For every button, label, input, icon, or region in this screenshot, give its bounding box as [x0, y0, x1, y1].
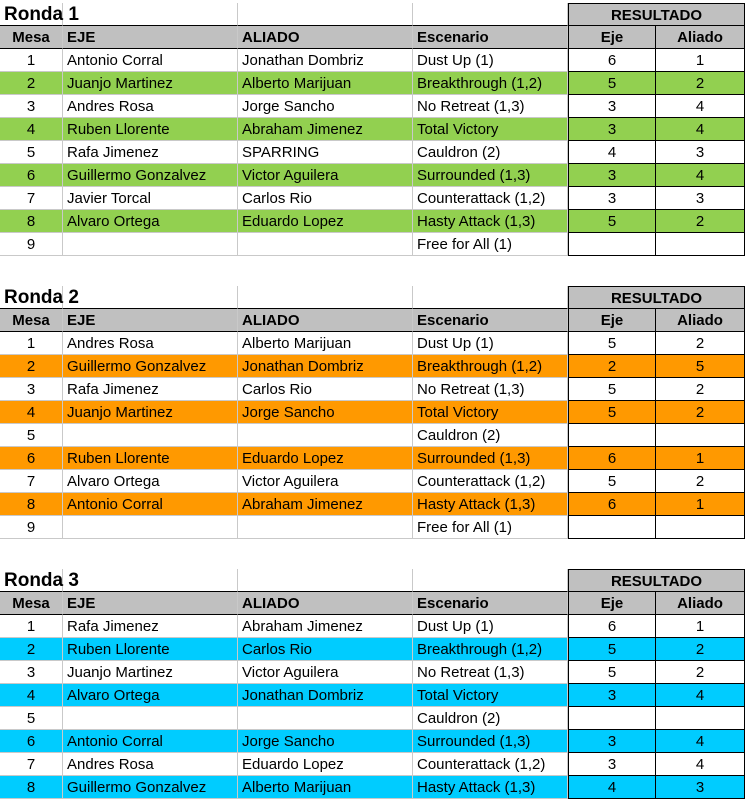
- eje-player-cell[interactable]: Rafa Jimenez: [63, 615, 238, 638]
- result-eje-cell[interactable]: 5: [568, 661, 656, 684]
- result-aliado-cell[interactable]: 4: [656, 753, 745, 776]
- table-row: [0, 776, 745, 799]
- aliado-player-cell[interactable]: Alberto Marijuan: [238, 332, 413, 355]
- resultado-header[interactable]: RESULTADO: [568, 569, 745, 592]
- header-mesa[interactable]: Mesa: [0, 309, 63, 332]
- aliado-player-cell[interactable]: Carlos Rio: [238, 187, 413, 210]
- escenario-cell[interactable]: Surrounded (1,3): [413, 164, 568, 187]
- header-result-aliado[interactable]: Aliado: [656, 309, 745, 332]
- result-eje-cell[interactable]: 3: [568, 753, 656, 776]
- aliado-player-cell[interactable]: Jorge Sancho: [238, 401, 413, 424]
- blank-cell[interactable]: [63, 3, 238, 26]
- column-header-row: [0, 309, 745, 332]
- table-row: [0, 470, 745, 493]
- eje-player-cell[interactable]: Guillermo Gonzalvez: [63, 355, 238, 378]
- eje-player-cell[interactable]: Andres Rosa: [63, 753, 238, 776]
- escenario-cell[interactable]: Dust Up (1): [413, 615, 568, 638]
- mesa-cell[interactable]: 4: [0, 684, 63, 707]
- header-aliado[interactable]: ALIADO: [238, 592, 413, 615]
- aliado-player-cell[interactable]: Jorge Sancho: [238, 95, 413, 118]
- escenario-cell[interactable]: Counterattack (1,2): [413, 470, 568, 493]
- escenario-cell[interactable]: No Retreat (1,3): [413, 95, 568, 118]
- table-row: [0, 378, 745, 401]
- result-aliado-cell[interactable]: 3: [656, 187, 745, 210]
- escenario-cell[interactable]: Cauldron (2): [413, 141, 568, 164]
- escenario-cell[interactable]: Free for All (1): [413, 516, 568, 539]
- table-row: [0, 730, 745, 753]
- escenario-cell[interactable]: Hasty Attack (1,3): [413, 776, 568, 799]
- result-eje-cell[interactable]: 3: [568, 684, 656, 707]
- aliado-player-cell[interactable]: Eduardo Lopez: [238, 447, 413, 470]
- escenario-cell[interactable]: Surrounded (1,3): [413, 447, 568, 470]
- table-row: [0, 141, 745, 164]
- mesa-cell[interactable]: 3: [0, 95, 63, 118]
- eje-player-cell[interactable]: Alvaro Ortega: [63, 684, 238, 707]
- table-row: [0, 516, 745, 539]
- result-aliado-cell[interactable]: 4: [656, 118, 745, 141]
- mesa-cell[interactable]: 1: [0, 615, 63, 638]
- mesa-cell[interactable]: 7: [0, 187, 63, 210]
- result-aliado-cell[interactable]: [656, 233, 745, 256]
- escenario-cell[interactable]: Free for All (1): [413, 233, 568, 256]
- aliado-player-cell[interactable]: Carlos Rio: [238, 638, 413, 661]
- table-row: [0, 684, 745, 707]
- blank-cell[interactable]: [413, 3, 568, 26]
- aliado-player-cell[interactable]: [238, 516, 413, 539]
- escenario-cell[interactable]: Dust Up (1): [413, 49, 568, 72]
- escenario-cell[interactable]: Surrounded (1,3): [413, 730, 568, 753]
- result-eje-cell[interactable]: 5: [568, 210, 656, 233]
- result-aliado-cell[interactable]: 2: [656, 72, 745, 95]
- escenario-cell[interactable]: Total Victory: [413, 684, 568, 707]
- result-aliado-cell[interactable]: 2: [656, 638, 745, 661]
- mesa-cell[interactable]: 3: [0, 661, 63, 684]
- result-aliado-cell[interactable]: 2: [656, 661, 745, 684]
- mesa-cell[interactable]: 4: [0, 401, 63, 424]
- mesa-cell[interactable]: 5: [0, 141, 63, 164]
- result-aliado-cell[interactable]: 1: [656, 493, 745, 516]
- table-row: [0, 332, 745, 355]
- mesa-cell[interactable]: 8: [0, 776, 63, 799]
- blank-cell[interactable]: [413, 569, 568, 592]
- result-eje-cell[interactable]: [568, 707, 656, 730]
- round-title[interactable]: Ronda 2: [0, 286, 63, 309]
- result-aliado-cell[interactable]: 2: [656, 210, 745, 233]
- eje-player-cell[interactable]: Rafa Jimenez: [63, 141, 238, 164]
- eje-player-cell[interactable]: Andres Rosa: [63, 332, 238, 355]
- eje-player-cell[interactable]: Juanjo Martinez: [63, 661, 238, 684]
- header-result-eje[interactable]: Eje: [568, 26, 656, 49]
- eje-player-cell[interactable]: Juanjo Martinez: [63, 401, 238, 424]
- eje-player-cell[interactable]: Alvaro Ortega: [63, 210, 238, 233]
- mesa-cell[interactable]: 6: [0, 730, 63, 753]
- header-result-aliado[interactable]: Aliado: [656, 26, 745, 49]
- result-aliado-cell[interactable]: 2: [656, 470, 745, 493]
- result-aliado-cell[interactable]: [656, 516, 745, 539]
- mesa-cell[interactable]: 6: [0, 164, 63, 187]
- resultado-header[interactable]: RESULTADO: [568, 286, 745, 309]
- table-row: [0, 210, 745, 233]
- eje-player-cell[interactable]: Ruben Llorente: [63, 118, 238, 141]
- eje-player-cell[interactable]: Antonio Corral: [63, 730, 238, 753]
- escenario-cell[interactable]: No Retreat (1,3): [413, 378, 568, 401]
- aliado-player-cell[interactable]: Victor Aguilera: [238, 470, 413, 493]
- aliado-player-cell[interactable]: Alberto Marijuan: [238, 72, 413, 95]
- result-eje-cell[interactable]: 5: [568, 401, 656, 424]
- header-eje[interactable]: EJE: [63, 309, 238, 332]
- eje-player-cell[interactable]: Ruben Llorente: [63, 638, 238, 661]
- result-aliado-cell[interactable]: 4: [656, 684, 745, 707]
- aliado-player-cell[interactable]: Victor Aguilera: [238, 164, 413, 187]
- escenario-cell[interactable]: Hasty Attack (1,3): [413, 210, 568, 233]
- blank-cell[interactable]: [238, 286, 413, 309]
- eje-player-cell[interactable]: Javier Torcal: [63, 187, 238, 210]
- eje-player-cell[interactable]: Andres Rosa: [63, 95, 238, 118]
- result-eje-cell[interactable]: [568, 516, 656, 539]
- table-row: [0, 661, 745, 684]
- aliado-player-cell[interactable]: Abraham Jimenez: [238, 493, 413, 516]
- result-aliado-cell[interactable]: [656, 424, 745, 447]
- table-row: [0, 707, 745, 730]
- column-header-row: [0, 26, 745, 49]
- result-eje-cell[interactable]: 5: [568, 470, 656, 493]
- escenario-cell[interactable]: Cauldron (2): [413, 707, 568, 730]
- result-aliado-cell[interactable]: 4: [656, 95, 745, 118]
- escenario-cell[interactable]: Cauldron (2): [413, 424, 568, 447]
- aliado-player-cell[interactable]: Abraham Jimenez: [238, 615, 413, 638]
- table-row: [0, 493, 745, 516]
- result-aliado-cell[interactable]: 4: [656, 730, 745, 753]
- mesa-cell[interactable]: 9: [0, 516, 63, 539]
- eje-player-cell[interactable]: Guillermo Gonzalvez: [63, 776, 238, 799]
- eje-player-cell[interactable]: Rafa Jimenez: [63, 378, 238, 401]
- aliado-player-cell[interactable]: SPARRING: [238, 141, 413, 164]
- table-row: [0, 49, 745, 72]
- header-escenario[interactable]: Escenario: [413, 26, 568, 49]
- eje-player-cell[interactable]: [63, 707, 238, 730]
- result-eje-cell[interactable]: [568, 424, 656, 447]
- mesa-cell[interactable]: 3: [0, 378, 63, 401]
- table-row: [0, 187, 745, 210]
- table-row: [0, 447, 745, 470]
- mesa-cell[interactable]: 2: [0, 355, 63, 378]
- aliado-player-cell[interactable]: [238, 424, 413, 447]
- resultado-header[interactable]: RESULTADO: [568, 3, 745, 26]
- header-mesa[interactable]: Mesa: [0, 26, 63, 49]
- result-aliado-cell[interactable]: 2: [656, 332, 745, 355]
- mesa-cell[interactable]: 1: [0, 332, 63, 355]
- header-eje[interactable]: EJE: [63, 592, 238, 615]
- table-row: [0, 638, 745, 661]
- eje-player-cell[interactable]: Antonio Corral: [63, 49, 238, 72]
- result-eje-cell[interactable]: 6: [568, 615, 656, 638]
- result-eje-cell[interactable]: 3: [568, 187, 656, 210]
- table-row: [0, 95, 745, 118]
- eje-player-cell[interactable]: Ruben Llorente: [63, 447, 238, 470]
- eje-player-cell[interactable]: [63, 424, 238, 447]
- eje-player-cell[interactable]: Juanjo Martinez: [63, 72, 238, 95]
- result-aliado-cell[interactable]: 2: [656, 401, 745, 424]
- mesa-cell[interactable]: 4: [0, 118, 63, 141]
- header-escenario[interactable]: Escenario: [413, 592, 568, 615]
- mesa-cell[interactable]: 2: [0, 638, 63, 661]
- result-aliado-cell[interactable]: 1: [656, 447, 745, 470]
- aliado-player-cell[interactable]: Victor Aguilera: [238, 661, 413, 684]
- result-eje-cell[interactable]: 5: [568, 72, 656, 95]
- round-title-row: [0, 286, 745, 309]
- header-result-eje[interactable]: Eje: [568, 592, 656, 615]
- round-title[interactable]: Ronda 1: [0, 3, 63, 26]
- result-eje-cell[interactable]: 5: [568, 332, 656, 355]
- result-aliado-cell[interactable]: 3: [656, 141, 745, 164]
- aliado-player-cell[interactable]: Jonathan Dombriz: [238, 355, 413, 378]
- eje-player-cell[interactable]: [63, 233, 238, 256]
- result-aliado-cell[interactable]: 4: [656, 164, 745, 187]
- header-mesa[interactable]: Mesa: [0, 592, 63, 615]
- aliado-player-cell[interactable]: Jonathan Dombriz: [238, 684, 413, 707]
- escenario-cell[interactable]: Hasty Attack (1,3): [413, 493, 568, 516]
- column-header-row: [0, 592, 745, 615]
- mesa-cell[interactable]: 5: [0, 424, 63, 447]
- eje-player-cell[interactable]: [63, 516, 238, 539]
- mesa-cell[interactable]: 9: [0, 233, 63, 256]
- escenario-cell[interactable]: Total Victory: [413, 118, 568, 141]
- result-aliado-cell[interactable]: 2: [656, 378, 745, 401]
- result-eje-cell[interactable]: 5: [568, 378, 656, 401]
- header-aliado[interactable]: ALIADO: [238, 309, 413, 332]
- blank-cell[interactable]: [63, 286, 238, 309]
- escenario-cell[interactable]: Counterattack (1,2): [413, 187, 568, 210]
- result-eje-cell[interactable]: 5: [568, 638, 656, 661]
- round-title-row: [0, 3, 745, 26]
- blank-cell[interactable]: [238, 3, 413, 26]
- result-eje-cell[interactable]: 3: [568, 118, 656, 141]
- table-row: [0, 233, 745, 256]
- table-row: [0, 355, 745, 378]
- header-escenario[interactable]: Escenario: [413, 309, 568, 332]
- result-eje-cell[interactable]: 6: [568, 493, 656, 516]
- aliado-player-cell[interactable]: [238, 707, 413, 730]
- blank-cell[interactable]: [238, 569, 413, 592]
- eje-player-cell[interactable]: Guillermo Gonzalvez: [63, 164, 238, 187]
- result-aliado-cell[interactable]: 3: [656, 776, 745, 799]
- escenario-cell[interactable]: Breakthrough (1,2): [413, 72, 568, 95]
- aliado-player-cell[interactable]: Eduardo Lopez: [238, 210, 413, 233]
- aliado-player-cell[interactable]: Jonathan Dombriz: [238, 49, 413, 72]
- blank-cell[interactable]: [63, 569, 238, 592]
- escenario-cell[interactable]: Breakthrough (1,2): [413, 355, 568, 378]
- aliado-player-cell[interactable]: [238, 233, 413, 256]
- result-aliado-cell[interactable]: [656, 707, 745, 730]
- header-result-aliado[interactable]: Aliado: [656, 592, 745, 615]
- table-row: [0, 118, 745, 141]
- result-eje-cell[interactable]: 6: [568, 447, 656, 470]
- result-aliado-cell[interactable]: 5: [656, 355, 745, 378]
- aliado-player-cell[interactable]: Jorge Sancho: [238, 730, 413, 753]
- mesa-cell[interactable]: 1: [0, 49, 63, 72]
- result-eje-cell[interactable]: 2: [568, 355, 656, 378]
- eje-player-cell[interactable]: Antonio Corral: [63, 493, 238, 516]
- escenario-cell[interactable]: Breakthrough (1,2): [413, 638, 568, 661]
- eje-player-cell[interactable]: Alvaro Ortega: [63, 470, 238, 493]
- result-eje-cell[interactable]: 4: [568, 776, 656, 799]
- result-aliado-cell[interactable]: 1: [656, 615, 745, 638]
- table-row: [0, 615, 745, 638]
- escenario-cell[interactable]: Counterattack (1,2): [413, 753, 568, 776]
- mesa-cell[interactable]: 5: [0, 707, 63, 730]
- result-eje-cell[interactable]: 3: [568, 164, 656, 187]
- mesa-cell[interactable]: 8: [0, 493, 63, 516]
- aliado-player-cell[interactable]: Abraham Jimenez: [238, 118, 413, 141]
- mesa-cell[interactable]: 6: [0, 447, 63, 470]
- table-row: [0, 401, 745, 424]
- aliado-player-cell[interactable]: Alberto Marijuan: [238, 776, 413, 799]
- blank-cell[interactable]: [413, 286, 568, 309]
- table-row: [0, 164, 745, 187]
- escenario-cell[interactable]: Dust Up (1): [413, 332, 568, 355]
- mesa-cell[interactable]: 2: [0, 72, 63, 95]
- round-title[interactable]: Ronda 3: [0, 569, 63, 592]
- escenario-cell[interactable]: No Retreat (1,3): [413, 661, 568, 684]
- escenario-cell[interactable]: Total Victory: [413, 401, 568, 424]
- table-row: [0, 72, 745, 95]
- round-title-row: [0, 569, 745, 592]
- header-aliado[interactable]: ALIADO: [238, 26, 413, 49]
- mesa-cell[interactable]: 8: [0, 210, 63, 233]
- result-eje-cell[interactable]: 4: [568, 141, 656, 164]
- mesa-cell[interactable]: 7: [0, 470, 63, 493]
- aliado-player-cell[interactable]: Eduardo Lopez: [238, 753, 413, 776]
- aliado-player-cell[interactable]: Carlos Rio: [238, 378, 413, 401]
- result-eje-cell[interactable]: 6: [568, 49, 656, 72]
- header-result-eje[interactable]: Eje: [568, 309, 656, 332]
- header-eje[interactable]: EJE: [63, 26, 238, 49]
- result-eje-cell[interactable]: 3: [568, 730, 656, 753]
- result-aliado-cell[interactable]: 1: [656, 49, 745, 72]
- result-eje-cell[interactable]: [568, 233, 656, 256]
- mesa-cell[interactable]: 7: [0, 753, 63, 776]
- table-row: [0, 424, 745, 447]
- table-row: [0, 753, 745, 776]
- result-eje-cell[interactable]: 3: [568, 95, 656, 118]
